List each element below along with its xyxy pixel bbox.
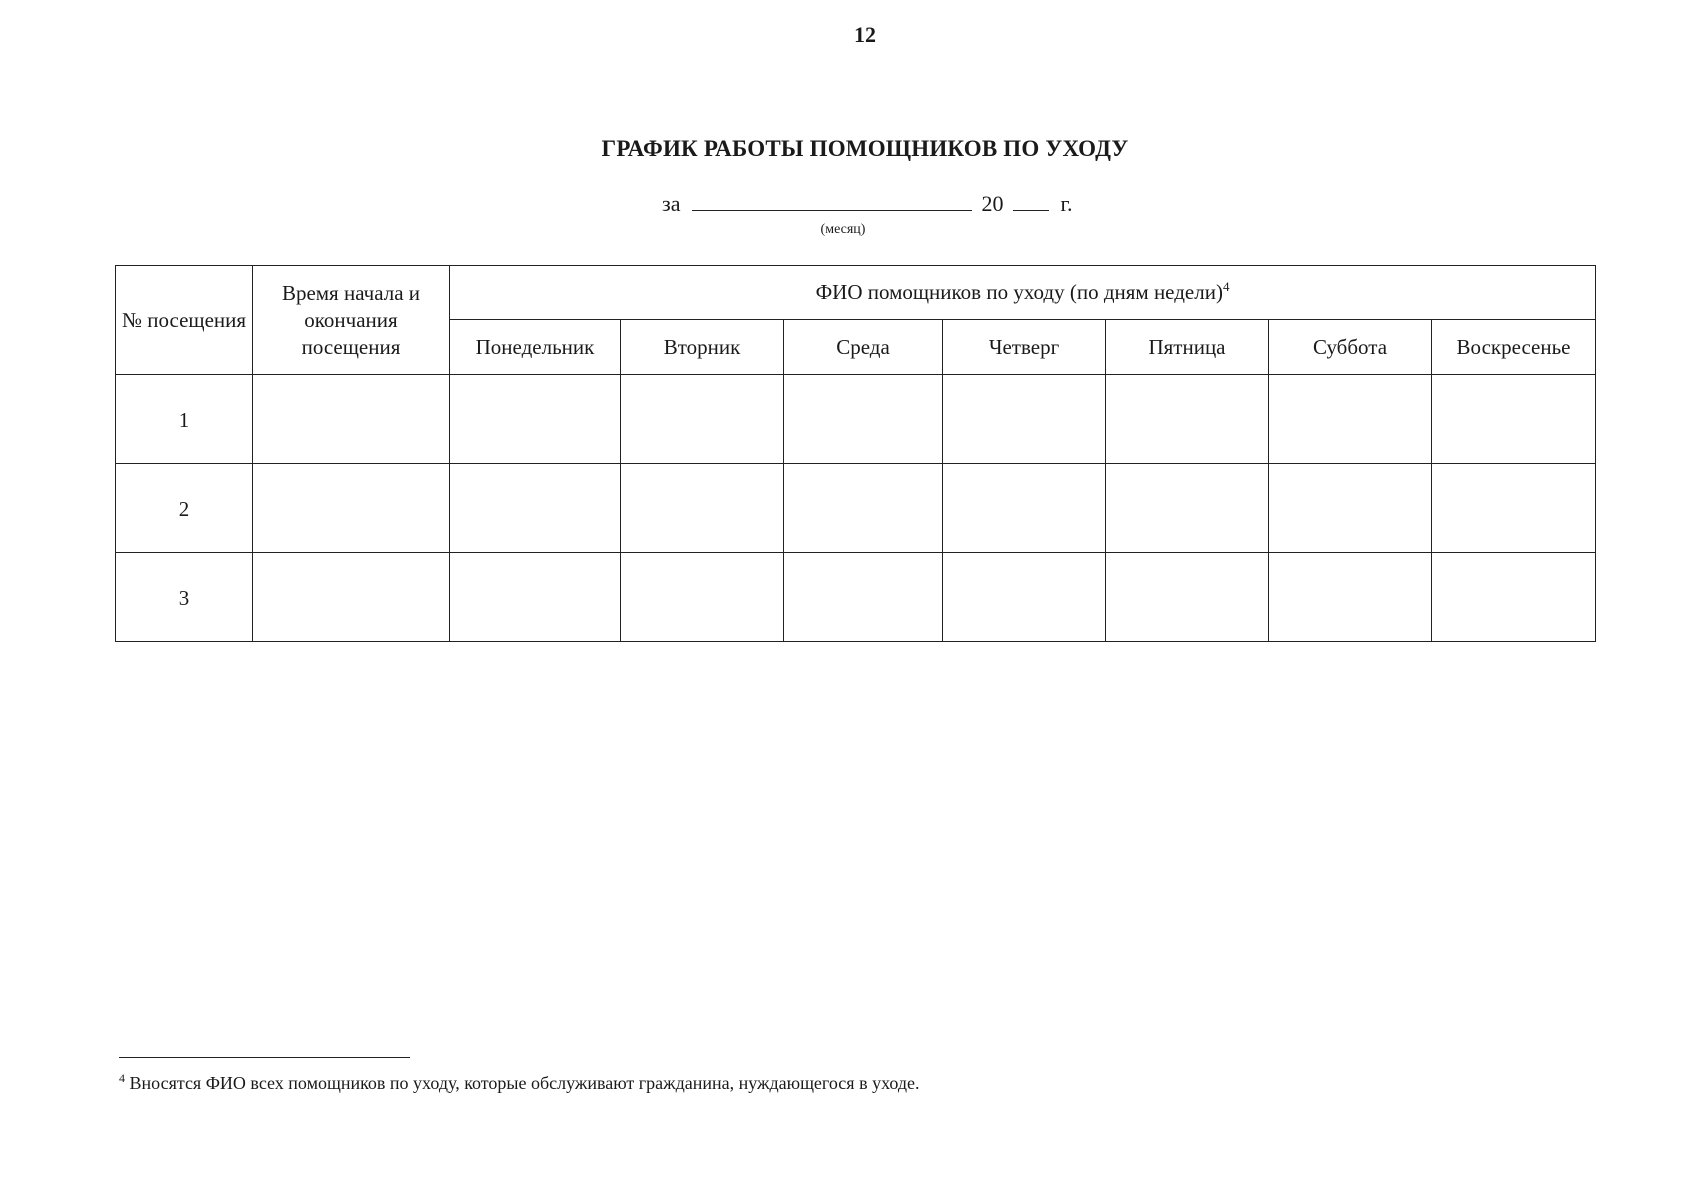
header-visit-number: № посещения: [116, 266, 253, 375]
period-line: [662, 190, 1073, 218]
header-assistants-group: [450, 266, 1596, 320]
tuesday-cell[interactable]: [621, 464, 784, 553]
year-prefix: 20: [981, 191, 1004, 216]
header-assistants-label: ФИО помощников по уходу (по дням недели): [815, 280, 1223, 304]
header-day-sunday: Воскресенье: [1432, 320, 1596, 375]
thursday-cell[interactable]: [943, 464, 1106, 553]
thursday-cell[interactable]: [943, 375, 1106, 464]
header-day-thursday: Четверг: [943, 320, 1106, 375]
monday-cell[interactable]: [450, 553, 621, 642]
month-blank-field[interactable]: [692, 190, 972, 211]
table-row: [116, 464, 1596, 553]
header-day-monday: Понедельник: [450, 320, 621, 375]
schedule-table: [115, 265, 1596, 642]
footnote-reference: 4: [1222, 279, 1230, 294]
year-suffix: г.: [1060, 191, 1073, 216]
wednesday-cell[interactable]: [784, 375, 943, 464]
sunday-cell[interactable]: [1432, 553, 1596, 642]
header-day-tuesday: Вторник: [621, 320, 784, 375]
header-visit-time: Время начала и окончания посещения: [253, 266, 450, 375]
sunday-cell[interactable]: [1432, 464, 1596, 553]
table-row: [116, 553, 1596, 642]
tuesday-cell[interactable]: [621, 375, 784, 464]
visit-time-cell[interactable]: [253, 375, 450, 464]
saturday-cell[interactable]: [1269, 375, 1432, 464]
year-blank-field[interactable]: [1013, 190, 1049, 211]
wednesday-cell[interactable]: [784, 464, 943, 553]
friday-cell[interactable]: [1106, 553, 1269, 642]
footnote-mark: 4: [119, 1071, 125, 1085]
footnote: [119, 1073, 920, 1094]
visit-number-cell: 2: [116, 464, 253, 553]
visit-time-cell[interactable]: [253, 553, 450, 642]
visit-number-cell: 1: [116, 375, 253, 464]
saturday-cell[interactable]: [1269, 464, 1432, 553]
friday-cell[interactable]: [1106, 375, 1269, 464]
monday-cell[interactable]: [450, 464, 621, 553]
monday-cell[interactable]: [450, 375, 621, 464]
page-number: 12: [854, 22, 876, 47]
month-caption: (месяц): [820, 222, 866, 237]
tuesday-cell[interactable]: [621, 553, 784, 642]
visit-number-cell: 3: [116, 553, 253, 642]
saturday-cell[interactable]: [1269, 553, 1432, 642]
friday-cell[interactable]: [1106, 464, 1269, 553]
sunday-cell[interactable]: [1432, 375, 1596, 464]
footnote-text: Вносятся ФИО всех помощников по уходу, которые обслуживают гражданина, нуждающегося в уходе.: [125, 1073, 920, 1093]
period-prefix: за: [662, 191, 681, 216]
thursday-cell[interactable]: [943, 553, 1106, 642]
document-title: ГРАФИК РАБОТЫ ПОМОЩНИКОВ ПО УХОДУ: [601, 136, 1129, 161]
header-day-wednesday: Среда: [784, 320, 943, 375]
wednesday-cell[interactable]: [784, 553, 943, 642]
header-day-saturday: Суббота: [1269, 320, 1432, 375]
header-day-friday: Пятница: [1106, 320, 1269, 375]
visit-time-cell[interactable]: [253, 464, 450, 553]
footnote-divider: [119, 1057, 410, 1058]
table-row: [116, 375, 1596, 464]
